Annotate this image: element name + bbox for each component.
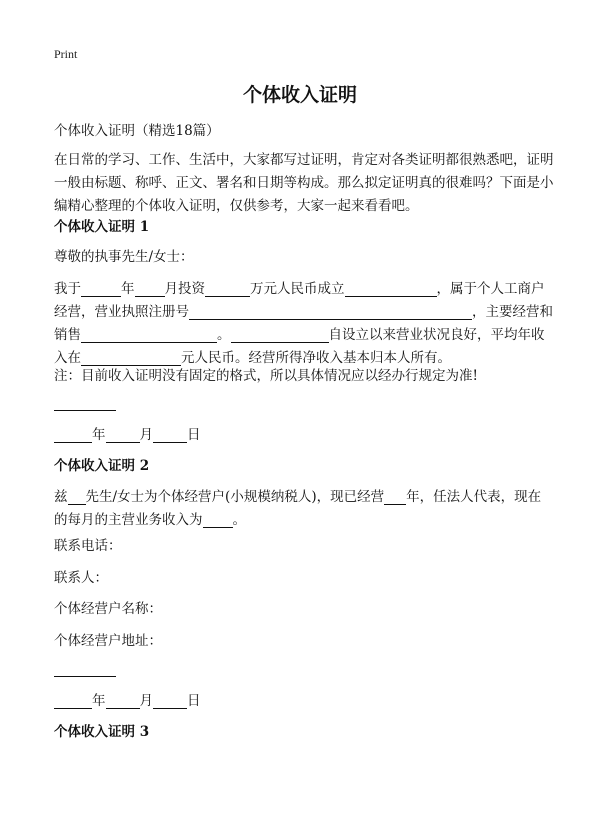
blank-field[interactable] [153, 426, 187, 443]
business-address-field: 个体经营户地址： [54, 633, 162, 649]
contact-phone-field: 联系电话： [54, 538, 122, 554]
blank-field[interactable] [81, 349, 181, 366]
blank-field[interactable] [68, 488, 86, 505]
blank-field[interactable] [189, 303, 472, 320]
blank-field[interactable] [345, 280, 437, 297]
section-heading-2: 个体收入证明 2 [54, 458, 150, 474]
blank-field[interactable] [231, 326, 329, 343]
print-label[interactable]: Print [54, 47, 78, 61]
blank-field[interactable] [106, 692, 140, 709]
section-1-note: 注：目前收入证明没有固定的格式，所以具体情况应以经办行规定为准! [54, 368, 478, 384]
section-heading-3: 个体收入证明 3 [54, 724, 150, 740]
blank-field[interactable] [54, 692, 92, 709]
salutation: 尊敬的执事先生/女士： [54, 249, 194, 265]
section-1-body: 我于 年 月投资 万元人民币成立 ，属于个人工商户经营，营业执照注册号 ，主要经营和销售 。 自设立以来营业状况良好，平均年收入在 元人民币。经营所得净收入基本归本人所有。 [54, 281, 553, 366]
section-2-body: 兹 先生/女士为个体经营户(小规模纳税人)，现已经营 年，任法人代表，现在的每月的主营业务收入为 。 [54, 489, 542, 528]
signature-line[interactable] [54, 676, 116, 677]
blank-field[interactable] [54, 426, 92, 443]
blank-field[interactable] [135, 280, 165, 297]
page-title: 个体收入证明 [242, 84, 357, 106]
document-subtitle: 个体收入证明（精选18篇） [54, 123, 220, 139]
blank-field[interactable] [81, 280, 121, 297]
signature-line[interactable] [54, 410, 116, 411]
section-heading-1: 个体收入证明 1 [54, 219, 150, 235]
blank-field[interactable] [153, 692, 187, 709]
blank-field[interactable] [205, 280, 250, 297]
date-line: 年 月 日 [54, 424, 554, 447]
date-line: 年 月 日 [54, 690, 554, 713]
business-name-field: 个体经营户名称： [54, 601, 162, 617]
contact-person-field: 联系人： [54, 570, 108, 586]
blank-field[interactable] [384, 488, 406, 505]
intro-paragraph: 在日常的学习、工作、生活中，大家都写过证明，肯定对各类证明都很熟悉吧，证明一般由标题、称呼、正文、署名和日期等构成。那么拟定证明真的很难吗？下面是小编精心整理的个体收入证明，仅供参考，大家一起来看看吧。 [54, 152, 554, 214]
blank-field[interactable] [106, 426, 140, 443]
blank-field[interactable] [81, 326, 217, 343]
blank-field[interactable] [203, 511, 233, 528]
